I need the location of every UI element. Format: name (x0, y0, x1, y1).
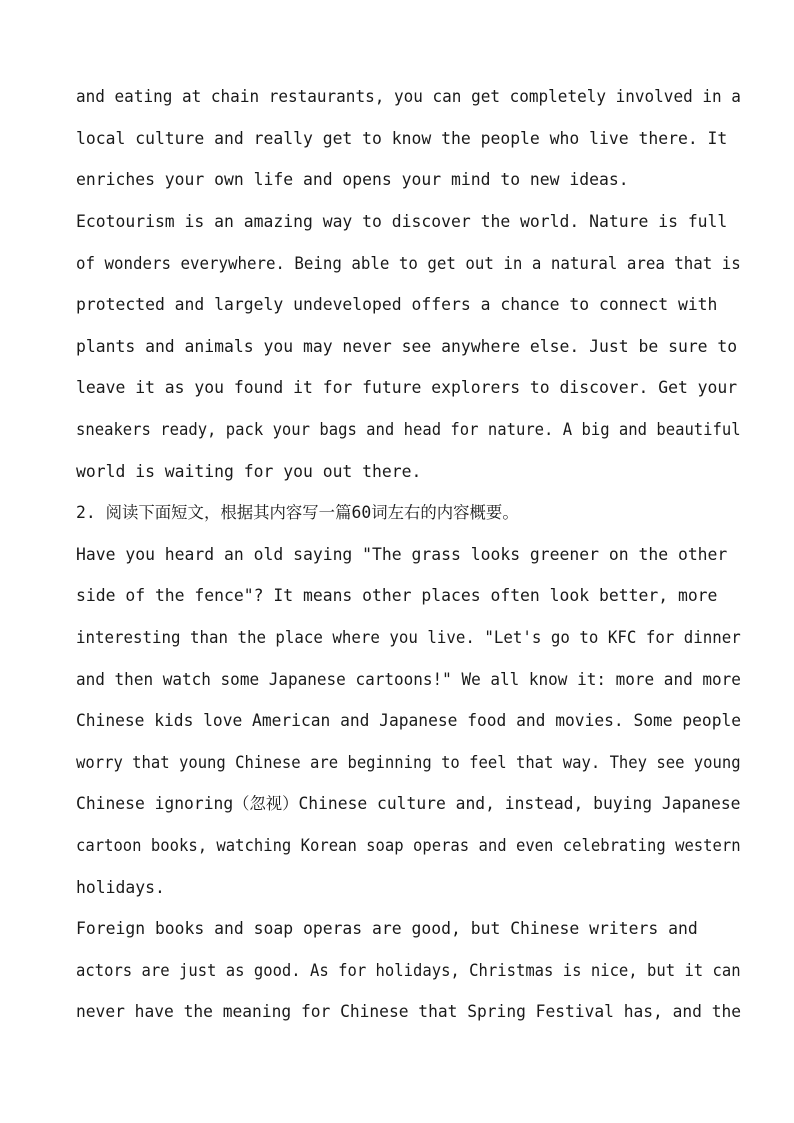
text-line: Chinese kids love American and Japanese food and movies. Some people (76, 711, 742, 730)
text-line: Foreign books and soap operas are good, but Chinese writers and (76, 919, 698, 938)
text-line: plants and animals you may never see anywhere else. Just be sure to (76, 337, 738, 356)
text-line: never have the meaning for Chinese that Spring Festival has, and the (76, 1002, 742, 1021)
text-line: and then watch some Japanese cartoons!" We all know it: more and more (76, 670, 741, 689)
text-line: holidays. (76, 878, 165, 897)
question-heading: 2. 阅读下面短文，根据其内容写一篇60词左右的内容概要。 (76, 503, 519, 522)
text-line: leave it as you found it for future explorers to discover. Get your (76, 378, 738, 397)
text-line: local culture and really get to know the people who live there. It (76, 129, 728, 148)
text-line: actors are just as good. As for holidays, Christmas is nice, but it can (76, 961, 741, 980)
text-line: interesting than the place where you live. "Let's go to KFC for dinner (76, 628, 741, 647)
text-line: of wonders everywhere. Being able to get out in a natural area that is (76, 254, 741, 273)
text-line: Ecotourism is an amazing way to discover the world. Nature is full (76, 212, 728, 231)
text-line: Have you heard an old saying "The grass looks greener on the other (76, 545, 728, 564)
text-line: cartoon books, watching Korean soap operas and even celebrating western (76, 836, 741, 855)
text-line: protected and largely undeveloped offers a chance to connect with (76, 295, 718, 314)
text-line: sneakers ready, pack your bags and head for nature. A big and beautiful (76, 420, 741, 439)
text-line: worry that young Chinese are beginning to feel that way. They see young (76, 753, 741, 772)
text-line: Chinese ignoring（忽视）Chinese culture and, instead, buying Japanese (76, 794, 741, 813)
text-line: world is waiting for you out there. (76, 462, 422, 481)
text-line: and eating at chain restaurants, you can get completely involved in a (76, 87, 741, 106)
text-line: enriches your own life and opens your mind to new ideas. (76, 170, 629, 189)
text-line: side of the fence"? It means other places often look better, more (76, 586, 718, 605)
